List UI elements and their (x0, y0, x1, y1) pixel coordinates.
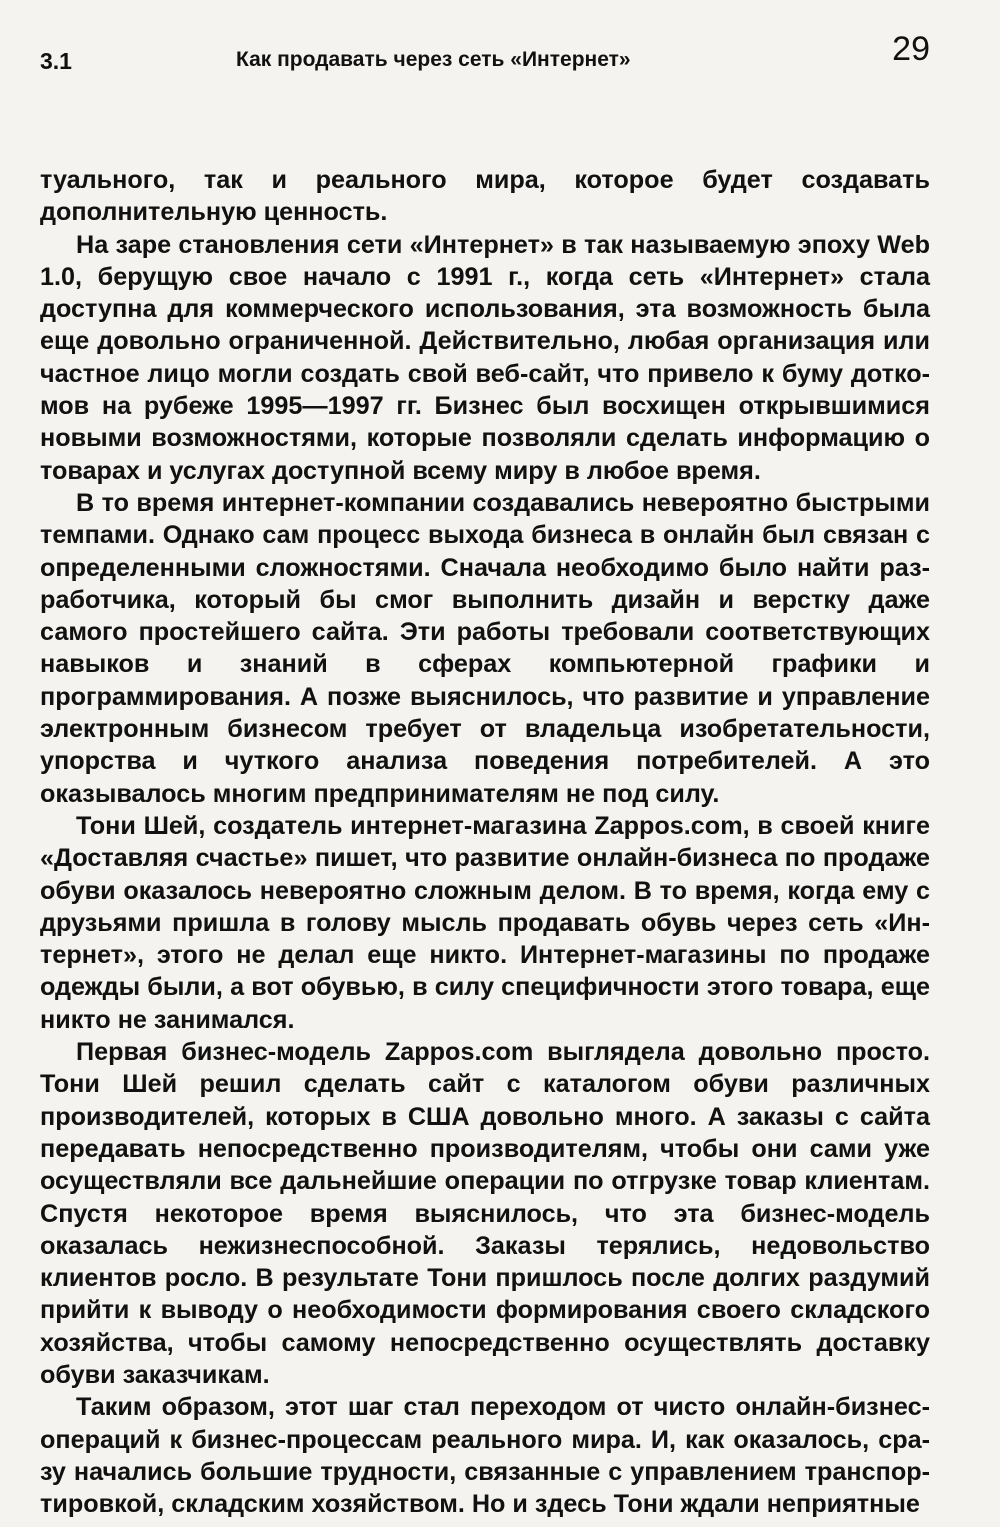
paragraph: Таким образом, этот шаг стал переходом от чисто онлайн-бизнесопераций к бизнес-процессам реального мира. И, как оказалось, сразу начались большие трудности, связанные с управлением транспортировкой, складским хозяйством. Но и здесь Тони ждали неприятные (40, 1393, 930, 1519)
body-text (40, 164, 930, 1520)
section-number: 3.1 (40, 48, 72, 74)
paragraph-continued: туального, так и реального мира, которое будет создавать дополнительную ценность. (40, 166, 930, 227)
running-header (40, 30, 930, 80)
running-title: Как продавать через сеть «Интернет» (236, 48, 631, 71)
paragraph: На заре становления сети «Интернет» в так называемую эпоху Web 1.0, берущую свое начало с 1991 г., когда сеть «Интернет» стала доступна для коммерческого использования, эта возможность была еще довольно ограниченной. Действительно, любая организация или частное лицо могли создать свой веб-сайт, что привело к буму доткомов на рубеже 1995—1997 гг. Бизнес был восхищен открывшимися новыми возможностями, которые позволяли сделать информацию о товарах и услугах доступной всему миру в любое время. (40, 230, 930, 485)
paragraph: В то время интернет-компании создавались невероятно быстрыми темпами. Однако сам процесс выхода бизнеса в онлайн был связан с определенными сложностями. Сначала необходимо было найти разработчика, который бы смог выполнить дизайн и верстку даже самого простейшего сайта. Эти работы требовали соответствующих навыков и знаний в сферах компьютерной графики и программирования. А позже выяснилось, что развитие и управление электронным бизнесом требует от владельца изобретательности, упорства и чуткого анализа поведения потребителей. А это оказывалось многим предпринимателям не под силу. (40, 488, 930, 808)
page-number: 29 (892, 30, 930, 68)
paragraph: Первая бизнес-модель Zappos.com выглядела довольно просто. Тони Шей решил сделать сайт с каталогом обуви различных производителей, которых в США довольно много. А заказы с сайта передавать непосредственно производителям, чтобы они сами уже осуществляли все дальнейшие операции по отгрузке товар клиентам. Спустя некоторое время выяснилось, что эта бизнес-модель оказалась нежизнеспособной. Заказы терялись, недовольство клиентов росло. В результате Тони пришлось после долгих раздумий прийти к выводу о необходимости формирования своего складского хозяйства, чтобы самому непосредственно осуществлять доставку обуви заказчикам. (40, 1038, 930, 1389)
paragraph: Тони Шей, создатель интернет-магазина Zappos.com, в своей книге «Доставляя счастье» пишет, что развитие онлайн-бизнеса по продаже обуви оказалось невероятно сложным делом. В то время, когда ему с друзьями пришла в голову мысль продавать обувь через сеть «Интернет», этого не делал еще никто. Интернет-магазины по продаже одежды были, а вот обувью, в силу специфичности этого товара, еще никто не занимался. (40, 811, 930, 1034)
